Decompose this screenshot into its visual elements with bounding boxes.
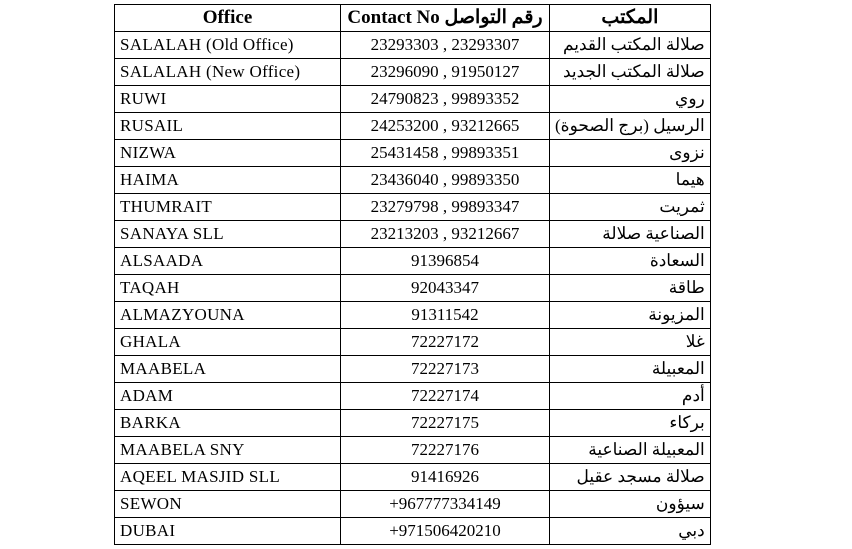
header-contact-ar: رقم التواصل <box>444 7 543 28</box>
table-row <box>115 140 711 167</box>
office-ar-cell: المعبيلة <box>550 356 711 383</box>
table-row <box>115 194 711 221</box>
table-row <box>115 437 711 464</box>
office-cell: AQEEL MASJID SLL <box>115 464 341 491</box>
office-ar-cell: الرسيل (برج الصحوة) <box>550 113 711 140</box>
office-cell: DUBAI <box>115 518 341 545</box>
table-row <box>115 86 711 113</box>
office-contacts-table <box>114 4 711 545</box>
office-cell: GHALA <box>115 329 341 356</box>
header-contact-en: Contact No <box>347 7 440 28</box>
table-body <box>115 32 711 545</box>
office-ar-cell: السعادة <box>550 248 711 275</box>
contact-cell: 23296090 , 91950127 <box>341 59 550 86</box>
contact-cell: 24253200 , 93212665 <box>341 113 550 140</box>
office-ar-cell: دبي <box>550 518 711 545</box>
table-row <box>115 410 711 437</box>
office-ar-cell: هيما <box>550 167 711 194</box>
office-ar-cell: سيؤون <box>550 491 711 518</box>
contact-cell: +967777334149 <box>341 491 550 518</box>
contact-cell: 72227176 <box>341 437 550 464</box>
contact-cell: 23279798 , 99893347 <box>341 194 550 221</box>
office-cell: BARKA <box>115 410 341 437</box>
office-ar-cell: ثمريت <box>550 194 711 221</box>
contact-cell: 72227174 <box>341 383 550 410</box>
office-ar-cell: نزوى <box>550 140 711 167</box>
contact-cell: 92043347 <box>341 275 550 302</box>
office-cell: SANAYA SLL <box>115 221 341 248</box>
table-row <box>115 167 711 194</box>
office-ar-cell: صلالة مسجد عقيل <box>550 464 711 491</box>
table-row <box>115 113 711 140</box>
table-row <box>115 329 711 356</box>
contact-cell: 91311542 <box>341 302 550 329</box>
contact-cell: 72227173 <box>341 356 550 383</box>
table-row <box>115 464 711 491</box>
contact-cell: 91416926 <box>341 464 550 491</box>
office-cell: HAIMA <box>115 167 341 194</box>
contact-cell: 91396854 <box>341 248 550 275</box>
table-row <box>115 32 711 59</box>
office-ar-cell: صلالة المكتب القديم <box>550 32 711 59</box>
table-row <box>115 275 711 302</box>
office-ar-cell: صلالة المكتب الجديد <box>550 59 711 86</box>
table-row <box>115 491 711 518</box>
office-cell: MAABELA SNY <box>115 437 341 464</box>
office-cell: RUWI <box>115 86 341 113</box>
table-row <box>115 383 711 410</box>
office-cell: RUSAIL <box>115 113 341 140</box>
contact-cell: 23293303 , 23293307 <box>341 32 550 59</box>
table-header-row <box>115 5 711 32</box>
office-ar-cell: بركاء <box>550 410 711 437</box>
header-contact <box>341 5 550 32</box>
office-ar-cell: طاقة <box>550 275 711 302</box>
header-office-ar: المكتب <box>550 5 711 32</box>
header-office: Office <box>115 5 341 32</box>
office-ar-cell: غلا <box>550 329 711 356</box>
office-cell: ALSAADA <box>115 248 341 275</box>
office-cell: THUMRAIT <box>115 194 341 221</box>
office-cell: TAQAH <box>115 275 341 302</box>
office-ar-cell: الصناعية صلالة <box>550 221 711 248</box>
contact-cell: 24790823 , 99893352 <box>341 86 550 113</box>
office-ar-cell: أدم <box>550 383 711 410</box>
office-cell: ALMAZYOUNA <box>115 302 341 329</box>
office-ar-cell: المزيونة <box>550 302 711 329</box>
contact-cell: 25431458 , 99893351 <box>341 140 550 167</box>
table-row <box>115 221 711 248</box>
office-cell: SEWON <box>115 491 341 518</box>
office-cell: SALALAH (Old Office) <box>115 32 341 59</box>
table-row <box>115 248 711 275</box>
contact-cell: 23436040 , 99893350 <box>341 167 550 194</box>
office-cell: NIZWA <box>115 140 341 167</box>
office-ar-cell: المعبيلة الصناعية <box>550 437 711 464</box>
contact-cell: +971506420210 <box>341 518 550 545</box>
table-row <box>115 356 711 383</box>
office-cell: MAABELA <box>115 356 341 383</box>
table-row <box>115 59 711 86</box>
contact-cell: 72227172 <box>341 329 550 356</box>
table-row <box>115 302 711 329</box>
office-ar-cell: روي <box>550 86 711 113</box>
office-cell: ADAM <box>115 383 341 410</box>
contact-cell: 23213203 , 93212667 <box>341 221 550 248</box>
contact-cell: 72227175 <box>341 410 550 437</box>
office-cell: SALALAH (New Office) <box>115 59 341 86</box>
table-row <box>115 518 711 545</box>
